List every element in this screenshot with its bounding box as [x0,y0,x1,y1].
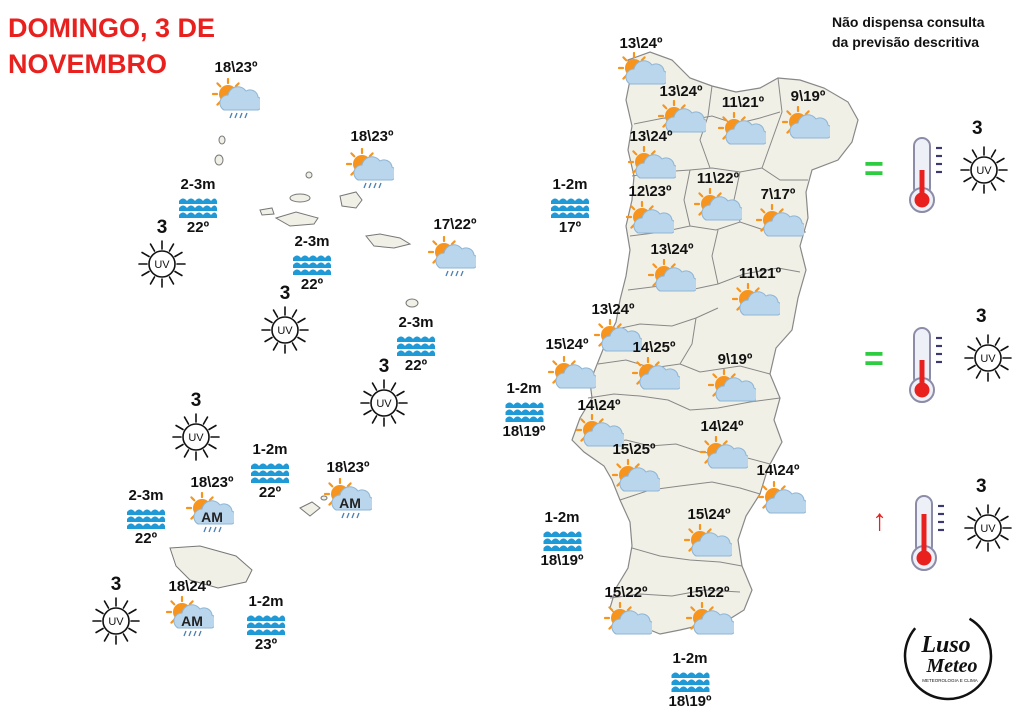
sun-rain-icon [212,78,260,127]
island-temp: 18\23º [350,128,394,145]
uv-value: 3 [190,390,202,411]
sea-state [549,176,591,236]
up-arrow-icon: ↑ [872,504,887,537]
sun-cloud-icon [686,602,734,651]
city-temp: 13\24º [591,301,635,318]
thermometer-icon [900,324,954,406]
wave-icon [669,668,711,692]
wave-icon [177,194,219,218]
city-temp: 11\21º [738,265,782,282]
water-temp: 18\19º [540,552,584,569]
trend-panel [866,476,1024,576]
island-temp: 18\23º [214,59,258,76]
sea-state [249,441,291,501]
logo-tagline: METEOROLOGIA E CLIMA [922,678,978,683]
svg-text:UV: UV [277,325,293,337]
uv-sun-icon [958,144,1010,196]
water-temp: 23º [254,636,278,653]
logo-line-2: Meteo [926,655,978,677]
sea-state [125,487,167,547]
wave-icon [249,459,291,483]
sun-cloud-icon [756,204,804,253]
svg-text:UV: UV [376,398,392,410]
sea-state [668,650,711,710]
wave-height: 2-3m [180,176,216,193]
sun-cloud-icon [684,524,732,573]
sun-rain-icon [346,148,394,197]
sun-cloud-icon [612,459,660,508]
island-temp: 18\23º [190,474,234,491]
thermometer-icon [902,492,956,574]
trend-panel [862,116,1022,216]
island-temp: 17\22º [433,216,477,233]
city-temp: 9\19º [790,88,826,105]
water-temp: 22º [300,276,324,293]
island-temp: 18\24º [168,578,212,595]
uv-value: 3 [110,574,122,595]
water-temp: 22º [258,484,282,501]
uv-index [259,284,311,361]
city-temp: 13\24º [659,83,703,100]
equal-icon: = [864,150,884,188]
city-temp: 13\24º [629,128,673,145]
uv-value: 3 [976,476,987,497]
sun-cloud-icon [708,369,756,418]
wave-icon [503,398,545,422]
svg-text:UV: UV [108,616,124,628]
equal-icon: = [864,340,884,378]
svg-text:UV: UV [154,259,170,271]
sun-cloud-icon [694,188,742,237]
svg-text:UV: UV [188,432,204,444]
title-line-2: NOVEMBRO [8,49,168,79]
svg-text:AM: AM [339,495,361,511]
water-temp: 18\19º [668,693,712,710]
water-temp: 18\19º [502,423,546,440]
wave-height: 1-2m [248,593,284,610]
sun-rain-am-icon [186,492,234,541]
trend-panel [862,306,1022,406]
uv-sun-icon [962,332,1014,384]
city-temp: 11\22º [696,170,740,187]
uv-value: 3 [156,217,168,238]
sun-cloud-icon [648,259,696,308]
uv-sun-icon [136,238,188,290]
wave-height: 1-2m [544,509,580,526]
thermometer-icon [900,134,954,216]
city-temp: 12\23º [628,183,672,200]
city-temp: 15\22º [686,584,730,601]
sea-state [245,593,287,653]
uv-value: 3 [972,118,983,139]
wave-height: 2-3m [294,233,330,250]
wave-height: 1-2m [552,176,588,193]
wave-icon [125,505,167,529]
city-temp: 15\22º [604,584,648,601]
city-temp: 15\24º [545,336,589,353]
sun-rain-am-icon [324,478,372,527]
water-temp: 22º [186,219,210,236]
wave-icon [291,251,333,275]
title-line-1: DOMINGO, 3 DE [8,13,216,43]
city-temp: 15\24º [687,506,731,523]
city-temp: 13\24º [650,241,694,258]
sun-rain-am-icon [166,596,214,645]
city-temp: 14\24º [700,418,744,435]
sun-cloud-icon [632,357,680,406]
svg-text:AM: AM [201,509,223,525]
city-temp: 15\25º [612,441,656,458]
disclaimer-line-2: da previsão descritiva [832,34,980,50]
svg-text:AM: AM [181,613,203,629]
lusometeo-logo [902,610,994,702]
uv-index [358,357,410,434]
uv-index [136,218,188,295]
wave-icon [245,611,287,635]
city-temp: 13\24º [619,35,663,52]
uv-sun-icon [259,304,311,356]
disclaimer-line-1: Não dispensa consulta [832,14,985,30]
wave-height: 1-2m [672,650,708,667]
uv-value: 3 [279,283,291,304]
water-temp: 22º [404,357,428,374]
sun-cloud-icon [758,481,806,530]
sun-cloud-icon [732,283,780,332]
uv-sun-icon [962,502,1014,554]
city-temp: 9\19º [717,351,753,368]
uv-value: 3 [378,356,390,377]
svg-text:UV: UV [980,523,996,535]
sea-state [502,380,545,440]
sun-rain-icon [428,236,476,285]
city-temp: 7\17º [760,186,796,203]
wave-icon [549,194,591,218]
sun-cloud-icon [604,602,652,651]
wave-icon [541,527,583,551]
city-temp: 14\24º [577,397,621,414]
sun-cloud-icon [700,436,748,485]
city-temp: 14\25º [632,339,676,356]
logo-line-1: Luso [921,632,971,658]
water-temp: 17º [558,219,582,236]
uv-sun-icon [358,377,410,429]
wave-icon [395,332,437,356]
uv-value: 3 [976,306,987,327]
uv-index [90,575,142,652]
wave-height: 2-3m [128,487,164,504]
uv-sun-icon [90,595,142,647]
city-temp: 11\21º [721,94,765,111]
svg-text:UV: UV [980,353,996,365]
island-temp: 18\23º [326,459,370,476]
sun-cloud-icon [718,112,766,161]
uv-index [170,391,222,468]
water-temp: 22º [134,530,158,547]
wave-height: 2-3m [398,314,434,331]
sea-state [540,509,583,569]
wave-height: 1-2m [252,441,288,458]
city-temp: 14\24º [756,462,800,479]
svg-text:UV: UV [976,165,992,177]
uv-sun-icon [170,411,222,463]
sun-cloud-icon [782,106,830,155]
wave-height: 1-2m [506,380,542,397]
